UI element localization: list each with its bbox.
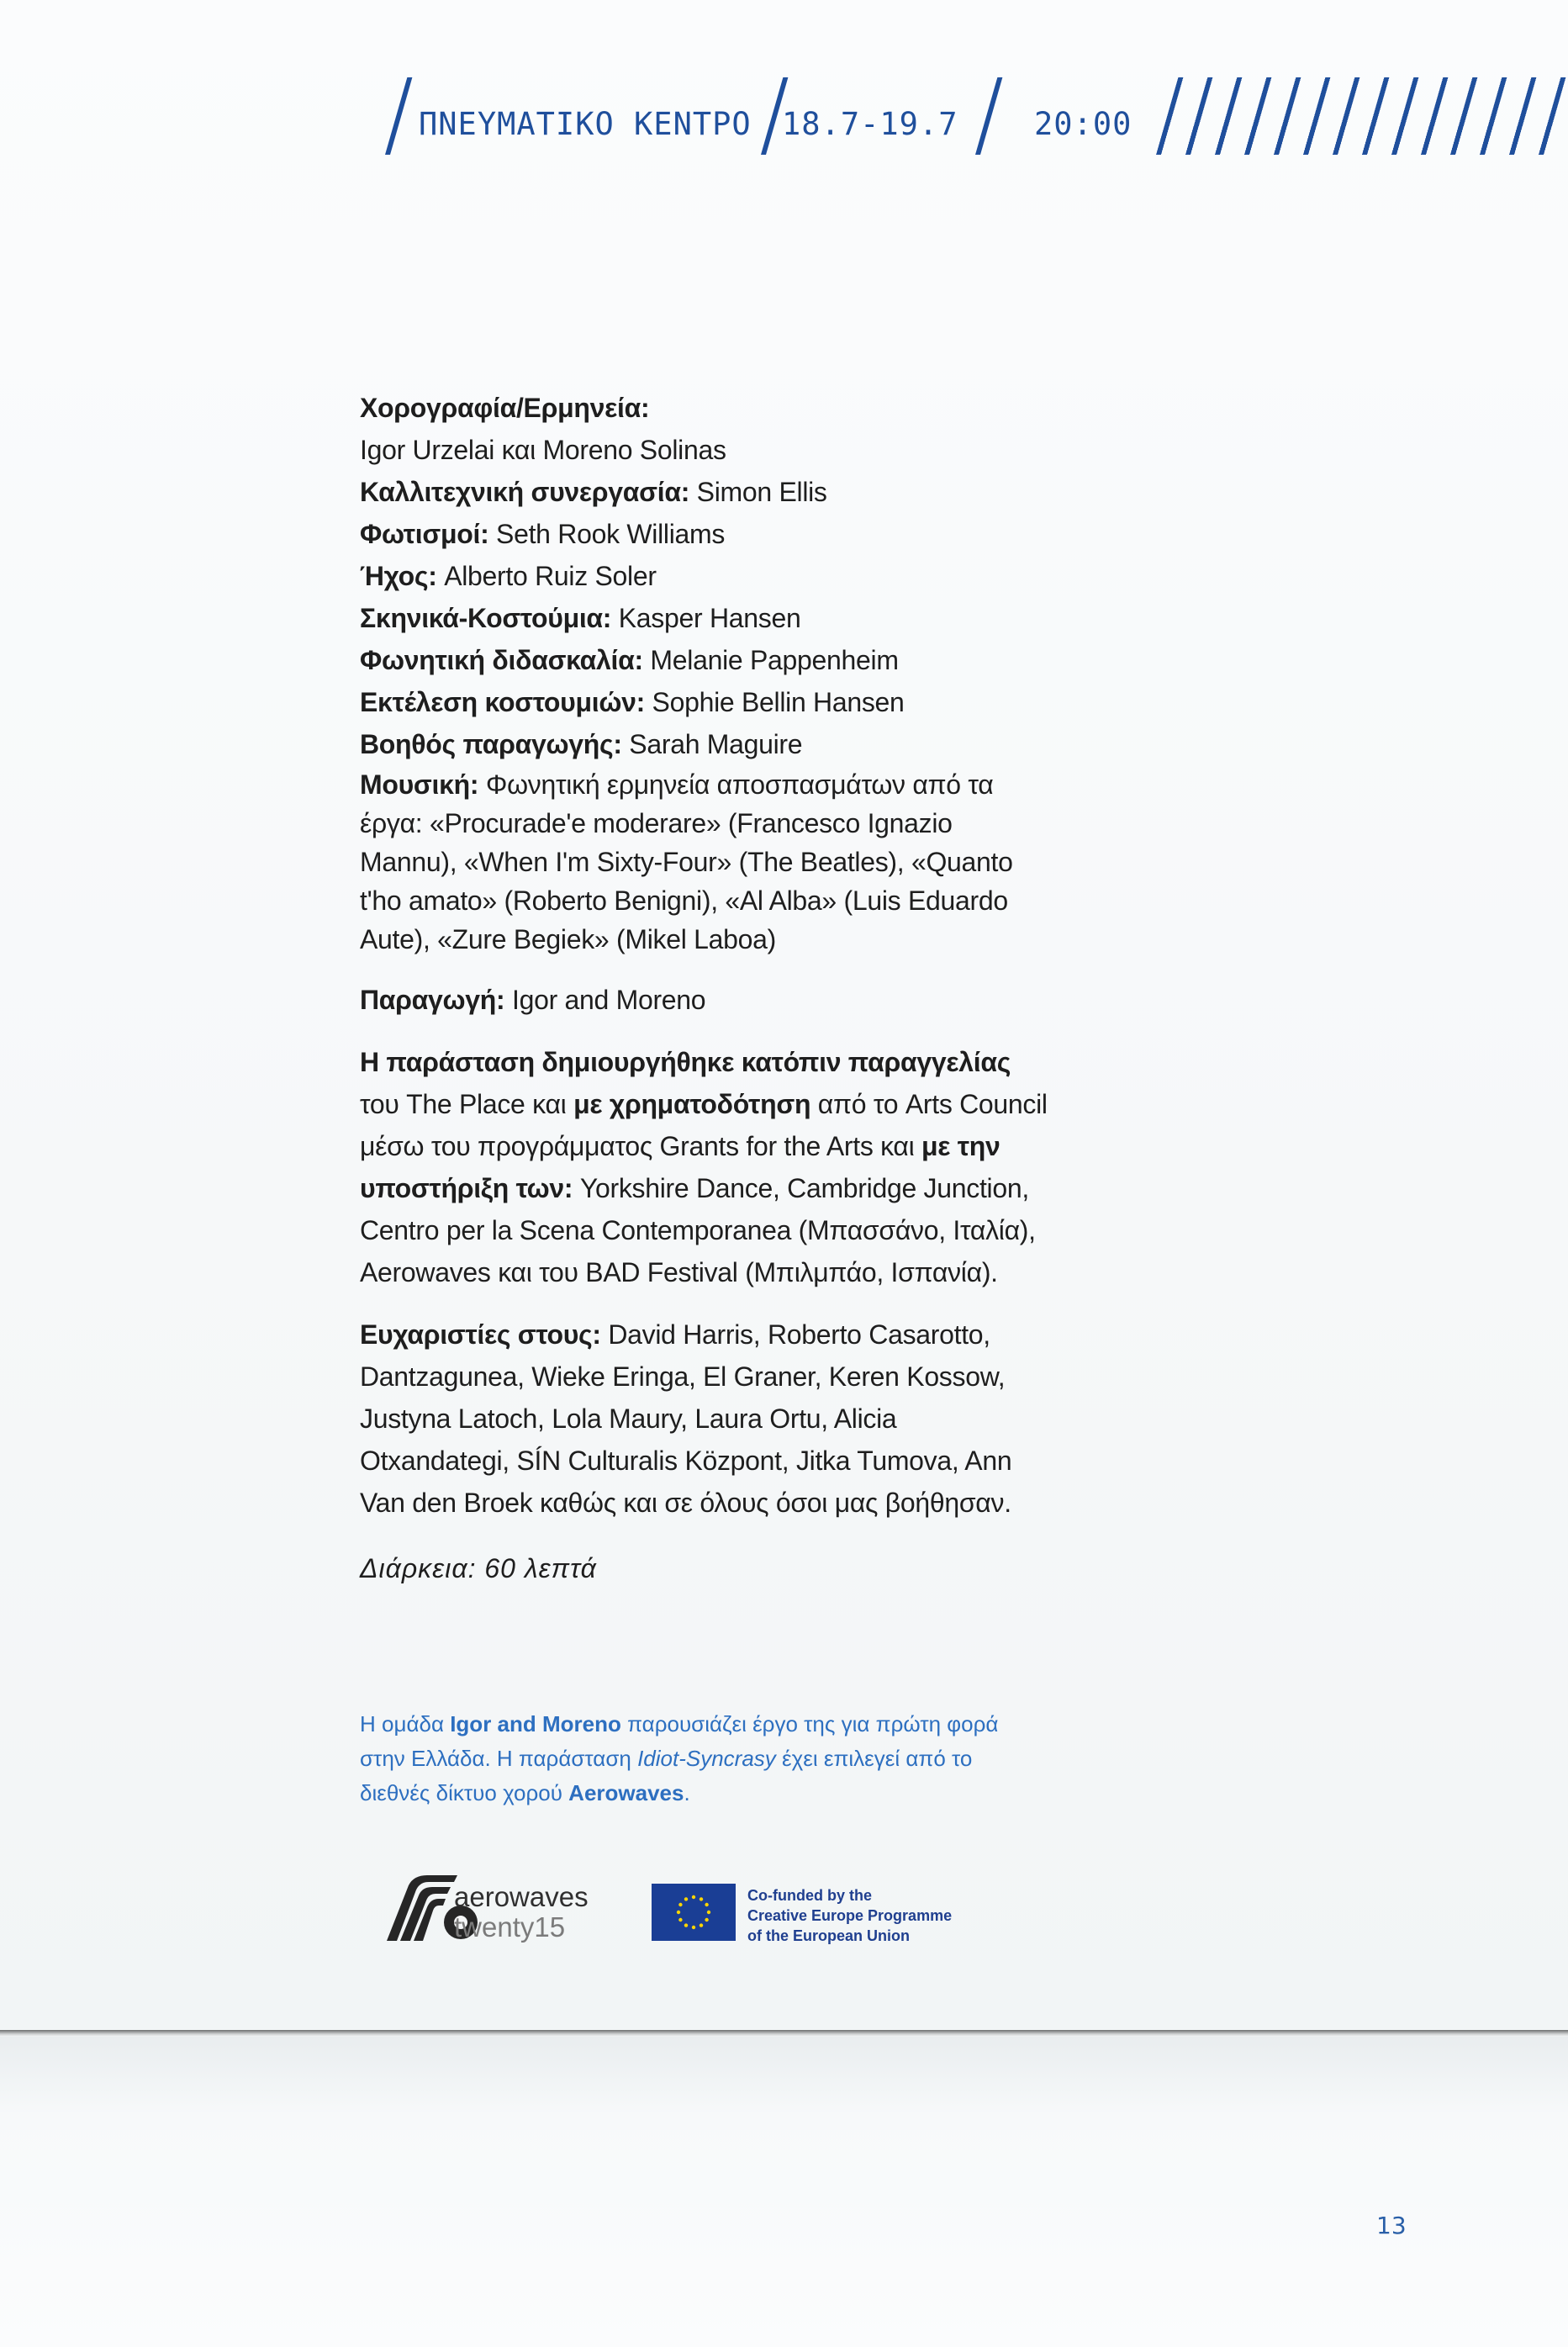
commission-bold: με την υποστήριξη των: [360, 1131, 1000, 1203]
commission-text: από το Arts Council μέσω του προγράμματος Grants for the Arts και [360, 1089, 1048, 1161]
credit-assistant [360, 723, 1049, 765]
eu-line3: of the European Union [747, 1927, 910, 1944]
credit-artistic [360, 471, 1049, 513]
background-below-page [0, 2037, 1568, 2347]
credit-vocal [360, 639, 1049, 681]
credit-label: Παραγωγή: [360, 985, 505, 1015]
credit-production [360, 979, 1049, 1021]
aerowaves-wordmark [454, 1882, 589, 1943]
credit-label: Καλλιτεχνική συνεργασία: [360, 477, 690, 507]
note-text: έχει επιλεγεί από το διεθνές δίκτυο χορού [360, 1746, 973, 1805]
credit-label: Σκηνικά-Κοστούμια: [360, 603, 612, 633]
credit-value: Igor and Moreno [504, 985, 706, 1015]
aerowaves-line2: twenty15 [454, 1911, 566, 1943]
duration: Διάρκεια: 60 λεπτά [360, 1553, 597, 1583]
credit-music [360, 765, 1049, 959]
credit-value: Seth Rook Williams [488, 519, 726, 549]
credit-value: Sarah Maguire [621, 729, 803, 759]
commission-text: Yorkshire Dance, Cambridge Junction, Centro per la Scena Contemporanea (Μπασσάνο, Ιταλία), Aerowaves και του BAD Festival (Μπιλμπάο, Ισπανία). [360, 1173, 1036, 1287]
aerowaves-line1: aerowaves [454, 1881, 589, 1912]
slash-divider [385, 77, 412, 155]
note-bold: Igor and Moreno [450, 1711, 621, 1736]
eu-funding-text [747, 1885, 952, 1946]
thanks-label: Ευχαριστίες στους: [360, 1319, 601, 1350]
page-number: 13 [1376, 2212, 1407, 2239]
credit-value: Kasper Hansen [611, 603, 801, 633]
credit-label: Ήχος: [360, 561, 437, 591]
credit-lighting [360, 513, 1049, 555]
credit-label: Εκτέλεση κοστουμιών: [360, 687, 645, 717]
eu-stars-icon [652, 1884, 736, 1941]
credit-sets [360, 597, 1049, 639]
thanks-text: David Harris, Roberto Casarotto, Dantzagunea, Wieke Eringa, El Graner, Keren Kossow, Justyna Latoch, Lola Maury, Laura Ortu, Alicia Otxandategi, SÍN Culturalis Központ, Jitka Tumova, Ann Van den Broek καθώς και σε όλους όσοι μας βοήθησαν. [360, 1319, 1012, 1518]
group-note [360, 1707, 1032, 1810]
page-edge-shadow [0, 2030, 1568, 2037]
note-text: . [684, 1780, 690, 1805]
note-bold: Aerowaves [568, 1780, 684, 1805]
venue-label: ΠΝΕΥΜΑΤΙΚΟ ΚΕΝΤΡΟ [419, 106, 752, 142]
hatch-decoration [1156, 77, 1568, 155]
credit-label: Φωτισμοί: [360, 519, 489, 549]
credit-sound [360, 555, 1049, 597]
commission-paragraph [360, 1041, 1049, 1293]
event-header [370, 77, 1568, 161]
credit-value: Sophie Bellin Hansen [644, 687, 905, 717]
credit-choreography [360, 387, 1049, 429]
credit-label: Βοηθός παραγωγής: [360, 729, 622, 759]
slash-divider [975, 77, 1002, 155]
credit-value: Alberto Ruiz Soler [436, 561, 657, 591]
event-dates: 18.7-19.7 [782, 106, 958, 142]
credit-value: Melanie Pappenheim [642, 645, 899, 675]
credit-costume-execution [360, 681, 1049, 723]
event-time: 20:00 [1034, 106, 1132, 142]
commission-bold: Η παράσταση δημιουργήθηκε κατόπιν παραγγελίας [360, 1047, 1011, 1077]
commission-bold: με χρηματοδότηση [573, 1089, 811, 1119]
credits-block [360, 387, 1049, 1589]
eu-line2: Creative Europe Programme [747, 1907, 953, 1924]
credit-label: Χορογραφία/Ερμηνεία: [360, 393, 650, 423]
eu-line1: Co-funded by the [747, 1887, 872, 1904]
note-text: παρουσιάζει έργο της για πρώτη φορά στην Ελλάδα. Η παράσταση [360, 1711, 999, 1771]
note-italic: Idiot-Syncrasy [637, 1746, 776, 1771]
credit-label: Μουσική: [360, 769, 479, 800]
commission-text: του The Place και [360, 1089, 574, 1119]
thanks-paragraph [360, 1314, 1049, 1524]
note-text: Η ομάδα [360, 1711, 451, 1736]
eu-flag-icon [652, 1884, 736, 1941]
credit-choreography-value: Igor Urzelai και Moreno Solinas [360, 435, 726, 465]
credit-value: Simon Ellis [689, 477, 827, 507]
credit-label: Φωνητική διδασκαλία: [360, 645, 643, 675]
credit-value: Φωνητική ερμηνεία αποσπασμάτων από τα έργα: «Procurade'e moderare» (Francesco Ignazio Mannu), «When I'm Sixty-Four» (The Beatles), «Quanto t'ho amato» (Roberto Benigni), «Al Alba» (Luis Eduardo Aute), «Zure Begiek» (Mikel Laboa) [360, 769, 1013, 954]
